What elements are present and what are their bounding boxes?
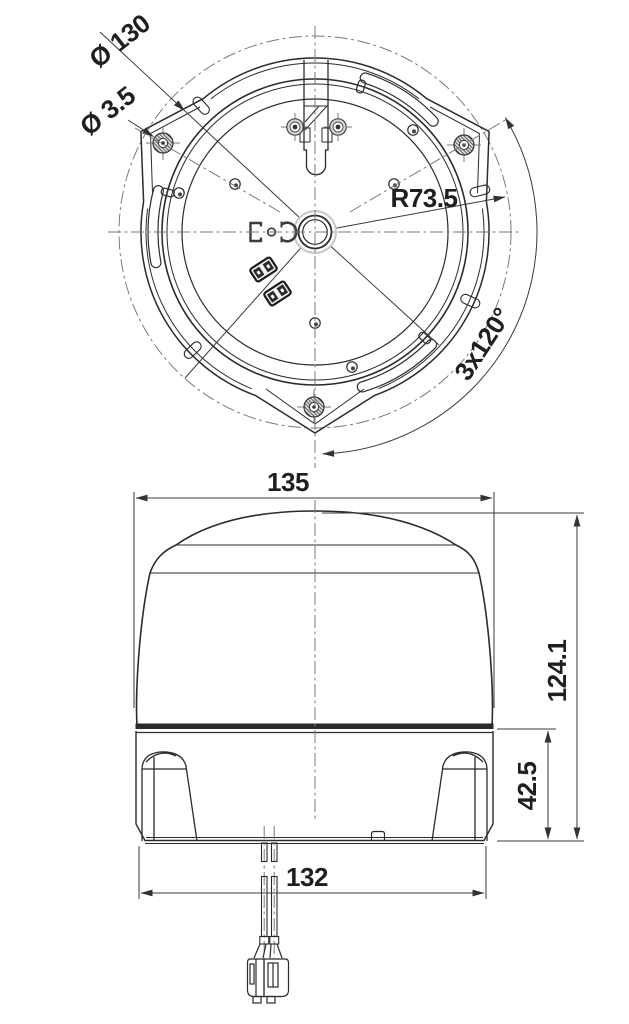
mounting-foot-left (142, 752, 197, 841)
dim-label-width: 135 (267, 467, 309, 497)
dim-label-base-height: 42.5 (512, 761, 542, 811)
dimension-width-135 (134, 467, 494, 708)
wires (260, 826, 279, 958)
mounting-screws (146, 126, 481, 424)
dim-label-radius: R73.5 (390, 183, 458, 213)
dimension-base-width-132 (139, 846, 486, 899)
dim-label-hole: Ø 3.5 (74, 80, 141, 142)
channel-screw (281, 113, 309, 141)
dim-label-bolt-circle: Ø 130 (83, 8, 156, 74)
front-view-drawing (134, 467, 584, 1003)
connector-plug (248, 944, 289, 1003)
mounting-foot-right (432, 752, 487, 841)
dim-label-pattern: 3x120° (448, 302, 517, 386)
dim-label-height: 124.1 (542, 639, 572, 703)
angle-dimension-arc (323, 118, 537, 454)
base-bottom-tab (372, 832, 385, 841)
dimension-height-124-1 (322, 513, 584, 841)
dimension-base-height-42-5 (497, 729, 556, 839)
plate-screws (174, 125, 418, 372)
dim-label-base-width: 132 (286, 862, 328, 892)
top-view-drawing (74, 8, 537, 468)
cable-channel (281, 60, 352, 175)
